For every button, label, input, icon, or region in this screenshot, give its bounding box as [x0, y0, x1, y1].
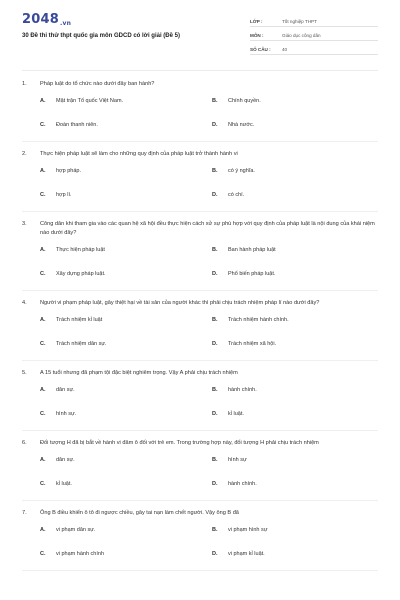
- answer-option[interactable]: [40, 238, 212, 262]
- meta-key: LỚP :: [250, 19, 263, 24]
- option-letter: D.: [212, 122, 218, 128]
- option-letter: D.: [212, 341, 218, 347]
- answer-options: [40, 238, 378, 286]
- option-letter: C.: [40, 271, 46, 277]
- option-text: vi phạm hình sự: [228, 527, 268, 533]
- answer-option[interactable]: [40, 518, 212, 542]
- option-text: Mặt trận Tổ quốc Việt Nam.: [56, 98, 124, 104]
- option-text: vi phạm hành chính: [56, 551, 105, 557]
- question-text: Thực hiện pháp luật sẽ làm cho những quy định của pháp luật trở thành hành vi: [40, 151, 238, 157]
- question-stem: [22, 369, 378, 378]
- answer-option[interactable]: [40, 448, 212, 472]
- answer-option[interactable]: [212, 518, 384, 542]
- option-letter: D.: [212, 551, 218, 557]
- logo-main-text: 2048: [22, 12, 59, 27]
- option-text: Xây dựng pháp luật.: [56, 271, 106, 277]
- option-letter: A.: [40, 98, 46, 104]
- answer-options: [40, 518, 378, 566]
- question-stem: [22, 220, 378, 238]
- question-stem: [22, 299, 378, 308]
- option-text: hình sự.: [56, 411, 77, 417]
- option-letter: B.: [212, 168, 218, 174]
- option-letter: D.: [212, 271, 218, 277]
- option-letter: B.: [212, 98, 218, 104]
- answer-option[interactable]: [40, 332, 212, 356]
- question-stem: [22, 439, 378, 448]
- answer-options: [40, 159, 378, 207]
- option-text: hợp lí.: [56, 192, 72, 198]
- answer-option[interactable]: [212, 159, 384, 183]
- question-number: 3.: [22, 221, 27, 227]
- option-text: Trách nhiệm hành chính.: [228, 317, 289, 323]
- option-text: Phổ biến pháp luật.: [228, 271, 276, 277]
- option-text: Trách nhiệm kỉ luật: [56, 317, 103, 323]
- answer-option[interactable]: [40, 113, 212, 137]
- option-letter: C.: [40, 192, 46, 198]
- question-number: 2.: [22, 151, 27, 157]
- answer-option[interactable]: [212, 262, 384, 286]
- option-text: hành chính.: [228, 481, 257, 487]
- question-divider: [22, 290, 378, 291]
- answer-options: [40, 308, 378, 356]
- option-letter: B.: [212, 317, 218, 323]
- logo-suffix-text: .vn: [59, 20, 72, 27]
- answer-option[interactable]: [40, 402, 212, 426]
- document-meta: [250, 14, 378, 56]
- option-text: vi phạm dân sự.: [56, 527, 96, 533]
- answer-options: [40, 89, 378, 137]
- option-letter: D.: [212, 481, 218, 487]
- question-block: [22, 150, 378, 212]
- question-divider: [22, 570, 378, 571]
- option-text: hợp pháp.: [56, 168, 82, 174]
- meta-value: Tốt nghiệp THPT: [282, 19, 317, 24]
- answer-option[interactable]: [212, 238, 384, 262]
- answer-option[interactable]: [40, 542, 212, 566]
- option-text: có ý nghĩa.: [228, 168, 255, 174]
- question-block: [22, 299, 378, 361]
- question-divider: [22, 430, 378, 431]
- option-text: Thực hiện pháp luật: [56, 247, 105, 253]
- answer-option[interactable]: [40, 89, 212, 113]
- header-divider: [22, 70, 378, 71]
- option-letter: C.: [40, 122, 46, 128]
- option-letter: B.: [212, 527, 218, 533]
- answer-option[interactable]: [40, 262, 212, 286]
- meta-row-class: [250, 14, 378, 27]
- option-text: Trách nhiệm xã hội.: [228, 341, 277, 347]
- option-letter: A.: [40, 317, 46, 323]
- option-letter: A.: [40, 457, 46, 463]
- option-text: Trách nhiệm dân sự.: [56, 341, 107, 347]
- answer-option[interactable]: [40, 308, 212, 332]
- option-letter: A.: [40, 527, 46, 533]
- answer-option[interactable]: [212, 542, 384, 566]
- answer-option[interactable]: [212, 332, 384, 356]
- question-text: Người vi phạm pháp luật, gây thiệt hại về tài sản của người khác thì phải chịu trách nhiệm pháp lí nào dưới đây?: [40, 300, 320, 306]
- question-text: A 15 tuổi nhưng đã phạm tội đặc biệt nghiêm trọng. Vậy A phải chịu trách nhiệm: [40, 370, 238, 376]
- answer-option[interactable]: [40, 378, 212, 402]
- option-text: dân sự.: [56, 457, 75, 463]
- option-letter: D.: [212, 411, 218, 417]
- question-text: Đối tượng H đã bị bắt về hành vi đâm ô đối với trẻ em. Trong trường hợp này, đối tượng H phải chịu trách nhiệm: [40, 440, 319, 446]
- question-text: Pháp luật do tổ chức nào dưới đây ban hành?: [40, 81, 155, 87]
- answer-option[interactable]: [40, 183, 212, 207]
- option-letter: A.: [40, 387, 46, 393]
- option-text: Chính quyền.: [228, 98, 261, 104]
- answer-option[interactable]: [212, 472, 384, 496]
- answer-option[interactable]: [40, 472, 212, 496]
- question-number: 4.: [22, 300, 27, 306]
- option-text: vi phạm kỉ luật.: [228, 551, 265, 557]
- meta-value: Giáo dục công dân: [282, 33, 321, 38]
- question-stem: [22, 509, 378, 518]
- option-text: Nhà nước.: [228, 122, 255, 128]
- option-letter: A.: [40, 168, 46, 174]
- question-number: 6.: [22, 440, 27, 446]
- question-number: 5.: [22, 370, 27, 376]
- question-divider: [22, 360, 378, 361]
- question-stem: [22, 150, 378, 159]
- option-letter: B.: [212, 457, 218, 463]
- question-block: [22, 80, 378, 142]
- question-text: Ông B điều khiển ô tô đi ngược chiều, gây tai nạn làm chết người. Vậy ông B đã: [40, 510, 239, 516]
- option-letter: B.: [212, 387, 218, 393]
- question-block: [22, 220, 378, 291]
- site-logo[interactable]: [22, 12, 71, 27]
- question-stem: [22, 80, 378, 89]
- meta-row-subject: [250, 28, 378, 41]
- option-text: kỉ luật.: [228, 411, 244, 417]
- meta-key: SỐ CÂU :: [250, 47, 271, 52]
- meta-row-count: [250, 42, 378, 55]
- question-block: [22, 369, 378, 431]
- answer-options: [40, 378, 378, 426]
- option-text: hành chính.: [228, 387, 257, 393]
- answer-option[interactable]: [212, 402, 384, 426]
- question-number: 1.: [22, 81, 27, 87]
- option-letter: A.: [40, 247, 46, 253]
- answer-option[interactable]: [212, 308, 384, 332]
- option-text: dân sự.: [56, 387, 75, 393]
- answer-option[interactable]: [212, 448, 384, 472]
- answer-option[interactable]: [212, 378, 384, 402]
- question-number: 7.: [22, 510, 27, 516]
- question-divider: [22, 500, 378, 501]
- option-letter: C.: [40, 481, 46, 487]
- document-header: [0, 0, 400, 68]
- option-text: hình sự: [228, 457, 247, 463]
- question-list: [22, 80, 378, 579]
- option-letter: C.: [40, 411, 46, 417]
- option-text: Ban hành pháp luật: [228, 247, 276, 253]
- answer-option[interactable]: [212, 89, 384, 113]
- meta-value: 40: [282, 47, 288, 52]
- option-text: Đoàn thanh niên.: [56, 122, 98, 128]
- question-text: Công dân khi tham gia vào các quan hệ xã hội đều thực hiện cách xử sự phù hợp với quy định của pháp luật là nội dung của khái niệm nào dưới đây?: [40, 221, 375, 236]
- question-divider: [22, 141, 378, 142]
- document-title: 30 Đề thi thử thpt quốc gia môn GDCD có lời giải (Đề 5): [22, 33, 180, 39]
- option-letter: C.: [40, 551, 46, 557]
- meta-key: MÔN :: [250, 33, 264, 38]
- question-block: [22, 439, 378, 501]
- option-letter: B.: [212, 247, 218, 253]
- answer-option[interactable]: [212, 113, 384, 137]
- answer-options: [40, 448, 378, 496]
- option-letter: D.: [212, 192, 218, 198]
- option-letter: C.: [40, 341, 46, 347]
- question-divider: [22, 211, 378, 212]
- answer-option[interactable]: [40, 159, 212, 183]
- option-text: kỉ luật.: [56, 481, 72, 487]
- answer-option[interactable]: [212, 183, 384, 207]
- question-block: [22, 509, 378, 571]
- option-text: có chí.: [228, 192, 245, 198]
